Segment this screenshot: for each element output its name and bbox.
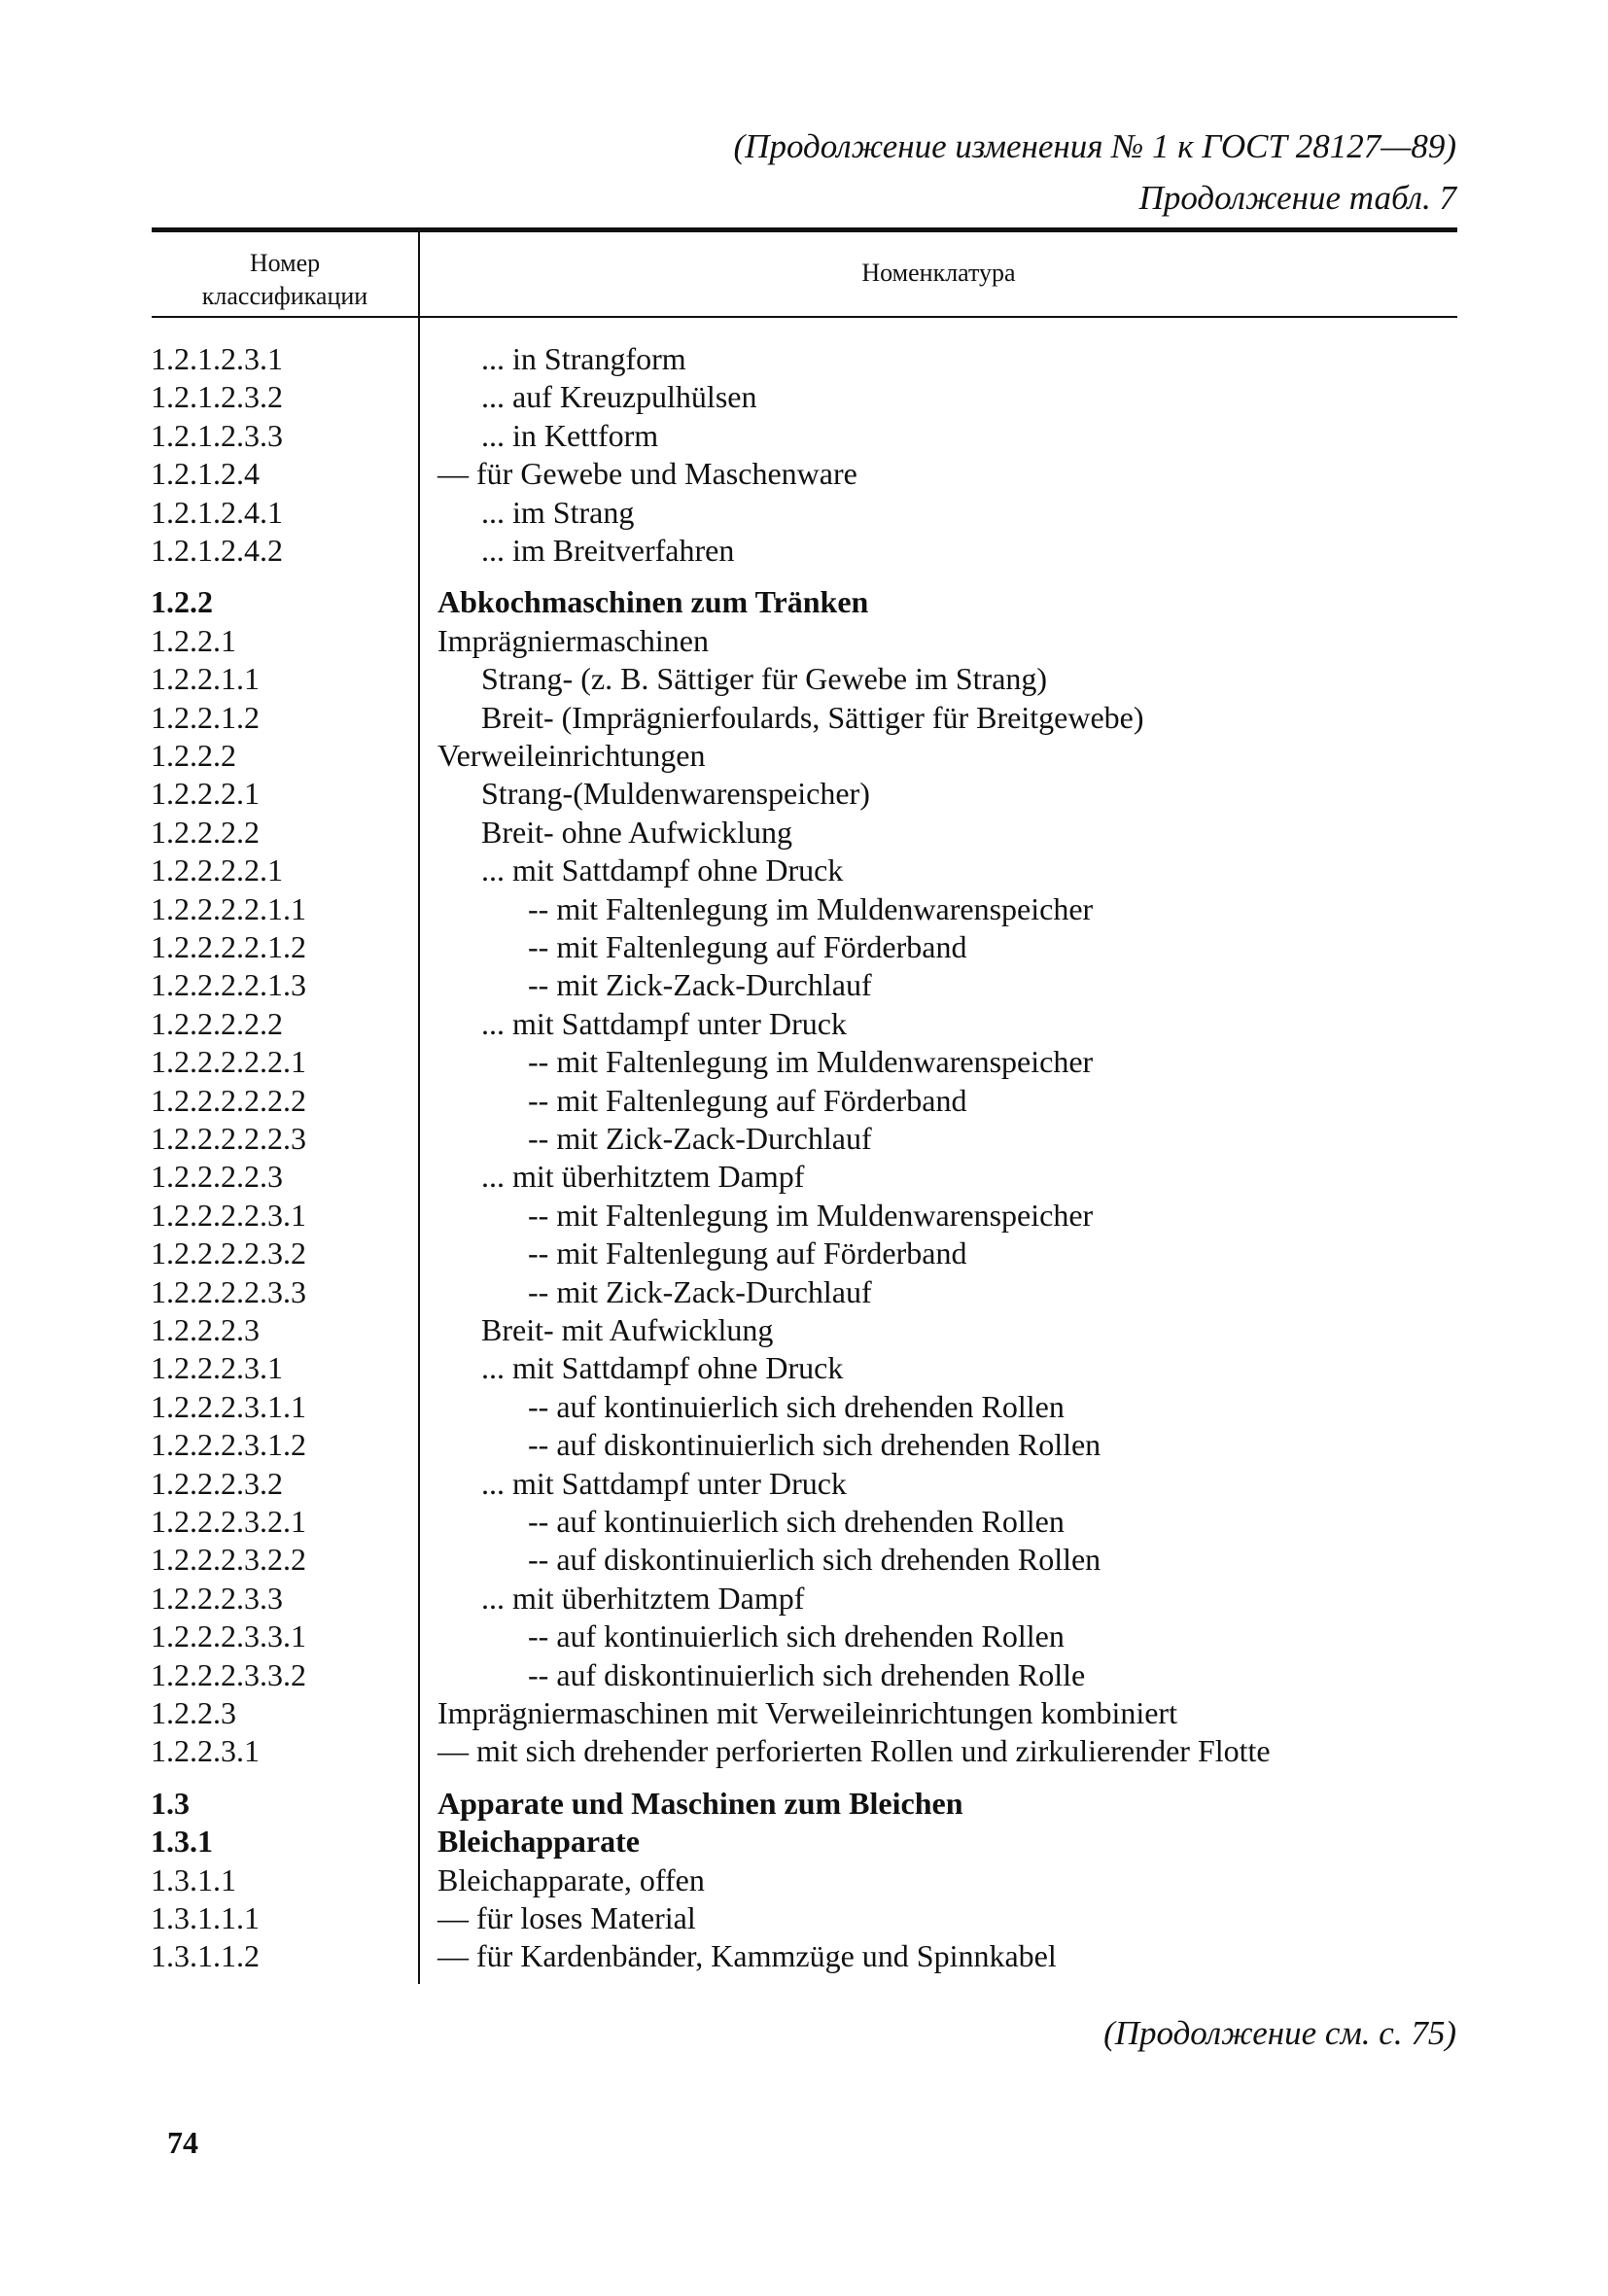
classification-number: 1.2.2.2.3.3.2 (151, 1657, 306, 1692)
table-row (0, 1311, 1608, 1349)
nomenclature-text: Verweileinrichtungen (437, 738, 706, 773)
classification-number: 1.2.2.2.2.2.1 (151, 1044, 306, 1079)
classification-number: 1.2.2.2.3.2 (151, 1466, 283, 1501)
nomenclature-text: -- mit Zick-Zack-Durchlauf (528, 1121, 872, 1156)
table-row (0, 1541, 1608, 1579)
table-top-rule (152, 227, 1457, 232)
table-row (0, 1899, 1608, 1937)
nomenclature-text: ... in Strangform (481, 341, 686, 376)
nomenclature-text: — für loses Material (437, 1900, 696, 1935)
nomenclature-text: — für Kardenbänder, Kammzüge und Spinnkabel (437, 1938, 1057, 1973)
classification-number: 1.2.2.2.2.3.2 (151, 1235, 306, 1270)
classification-number: 1.2.2.2.3.2.1 (151, 1504, 306, 1539)
classification-number: 1.2.1.2.3.1 (151, 341, 283, 376)
table-row (0, 1349, 1608, 1387)
table-row (0, 455, 1608, 493)
classification-number: 1.2.2.2.2.3.1 (151, 1198, 306, 1233)
classification-number: 1.2.1.2.4.1 (151, 495, 283, 530)
nomenclature-text: ... mit Sattdampf ohne Druck (481, 852, 844, 887)
table-row (0, 378, 1608, 416)
nomenclature-text: -- auf kontinuierlich sich drehenden Rollen (528, 1389, 1065, 1424)
nomenclature-text: Imprägniermaschinen (437, 623, 709, 658)
classification-number: 1.2.2.2.3.3.1 (151, 1618, 306, 1653)
table-row (0, 1503, 1608, 1541)
nomenclature-text: ... auf Kreuzpulhülsen (481, 379, 757, 414)
nomenclature-text: Breit- (Imprägnierfoulards, Sättiger für Breitgewebe) (481, 700, 1144, 735)
classification-number: 1.2.2.2.3.1.1 (151, 1389, 306, 1424)
nomenclature-text: -- mit Faltenlegung im Muldenwarenspeicher (528, 1044, 1094, 1079)
continuation-footer: (Продолжение см. с. 75) (1103, 2014, 1456, 2052)
classification-number: 1.2.2.2.2.1.1 (151, 891, 306, 926)
nomenclature-text: -- mit Faltenlegung auf Förderband (528, 929, 967, 964)
nomenclature-text: -- auf diskontinuierlich sich drehenden Rolle (528, 1657, 1086, 1692)
classification-number: 1.2.2.1 (151, 623, 236, 658)
table-row (0, 1120, 1608, 1158)
nomenclature-text: ... mit Sattdampf unter Druck (481, 1006, 847, 1041)
nomenclature-text: — mit sich drehender perforierten Rollen und zirkulierender Flotte (437, 1733, 1271, 1768)
table-row (0, 1656, 1608, 1694)
classification-number: 1.3.1.1.1 (151, 1900, 260, 1935)
table-row (0, 1785, 1608, 1823)
continuation-header: (Продолжение изменения № 1 к ГОСТ 28127—89) (733, 127, 1456, 165)
header-bottom-rule (152, 316, 1457, 318)
table-row (0, 699, 1608, 737)
nomenclature-text: ... mit überhitztem Dampf (481, 1159, 805, 1194)
classification-number: 1.2.2.2.2.2 (151, 1006, 283, 1041)
table-continuation-label: Продолжение табл. 7 (1138, 179, 1456, 217)
classification-number: 1.2.1.2.3.3 (151, 418, 283, 453)
nomenclature-text: -- auf kontinuierlich sich drehenden Rollen (528, 1618, 1065, 1653)
classification-number: 1.2.2.2.2.3.3 (151, 1274, 306, 1309)
table-row (0, 660, 1608, 698)
nomenclature-text: Bleichapparate (437, 1824, 640, 1859)
classification-number: 1.3 (151, 1786, 190, 1821)
classification-number: 1.2.2.2.3 (151, 1312, 260, 1347)
table-row (0, 1197, 1608, 1235)
classification-number: 1.2.2.1.2 (151, 700, 260, 735)
table-row (0, 1005, 1608, 1043)
classification-number: 1.2.2.2.2.2.3 (151, 1121, 306, 1156)
table-row (0, 1937, 1608, 1975)
nomenclature-text: Imprägniermaschinen mit Verweileinrichtungen kombiniert (437, 1695, 1177, 1730)
table-row (0, 1043, 1608, 1081)
table-row (0, 1388, 1608, 1426)
column-header-nomenclature: Номенклатура (861, 259, 1016, 287)
nomenclature-text: -- mit Zick-Zack-Durchlauf (528, 1274, 872, 1309)
classification-number: 1.2.2.2.2.3 (151, 1159, 283, 1194)
column-header-number (152, 247, 418, 313)
table-row (0, 583, 1608, 621)
nomenclature-text: ... in Kettform (481, 418, 659, 453)
classification-number: 1.2.2.2.1 (151, 776, 260, 811)
classification-number: 1.2.1.2.4.2 (151, 533, 283, 568)
table-row (0, 737, 1608, 775)
table-row (0, 928, 1608, 966)
classification-number: 1.2.2.2.3.1.2 (151, 1427, 306, 1462)
page-number: 74 (167, 2125, 198, 2160)
table-row (0, 1082, 1608, 1120)
classification-number: 1.2.2.2.2.2.2 (151, 1083, 306, 1118)
table-row (0, 1618, 1608, 1655)
table-row (0, 1426, 1608, 1464)
nomenclature-text: ... mit Sattdampf unter Druck (481, 1466, 847, 1501)
nomenclature-text: Breit- mit Aufwicklung (481, 1312, 774, 1347)
nomenclature-text: ... mit überhitztem Dampf (481, 1581, 805, 1616)
classification-number: 1.2.2.2.2.1 (151, 852, 283, 887)
nomenclature-text: Strang-(Muldenwarenspeicher) (481, 776, 870, 811)
nomenclature-text: -- mit Faltenlegung im Muldenwarenspeicher (528, 891, 1094, 926)
table-row (0, 532, 1608, 570)
nomenclature-text: Strang- (z. B. Sättiger für Gewebe im Strang) (481, 661, 1048, 696)
classification-number: 1.2.1.2.4 (151, 456, 260, 491)
nomenclature-text: -- auf diskontinuierlich sich drehenden Rollen (528, 1427, 1101, 1462)
nomenclature-text: ... im Breitverfahren (481, 533, 735, 568)
table-row (0, 622, 1608, 660)
table-row (0, 1465, 1608, 1503)
classification-number: 1.3.1.1 (151, 1862, 236, 1897)
table-row (0, 340, 1608, 378)
table-row (0, 890, 1608, 928)
table-row (0, 1580, 1608, 1618)
nomenclature-text: Abkochmaschinen zum Tränken (437, 584, 869, 619)
nomenclature-text: -- mit Faltenlegung auf Förderband (528, 1235, 967, 1270)
column-header-number-text: Номер классификации (201, 249, 368, 310)
nomenclature-text: -- auf diskontinuierlich sich drehenden Rollen (528, 1542, 1101, 1577)
table-row (0, 1235, 1608, 1272)
nomenclature-text: -- mit Faltenlegung im Muldenwarenspeicher (528, 1198, 1094, 1233)
classification-number: 1.3.1 (151, 1824, 213, 1859)
classification-number: 1.3.1.1.2 (151, 1938, 260, 1973)
classification-number: 1.2.2.2.3.2.2 (151, 1542, 306, 1577)
classification-number: 1.2.2.1.1 (151, 661, 260, 696)
classification-number: 1.2.2.2.3.1 (151, 1350, 283, 1385)
table-row (0, 966, 1608, 1004)
table-row (0, 1732, 1608, 1770)
classification-number: 1.2.2.2 (151, 738, 236, 773)
classification-number: 1.2.2.3.1 (151, 1733, 260, 1768)
classification-number: 1.2.2.2.2.1.3 (151, 967, 306, 1002)
nomenclature-text: Apparate und Maschinen zum Bleichen (437, 1786, 963, 1821)
nomenclature-text: ... mit Sattdampf ohne Druck (481, 1350, 844, 1385)
table-row (0, 1273, 1608, 1311)
nomenclature-text: ... im Strang (481, 495, 635, 530)
nomenclature-text: -- mit Faltenlegung auf Förderband (528, 1083, 967, 1118)
classification-number: 1.2.2 (151, 584, 213, 619)
classification-number: 1.2.2.2.2.1.2 (151, 929, 306, 964)
table-row (0, 417, 1608, 455)
nomenclature-text: Bleichapparate, offen (437, 1862, 705, 1897)
classification-number: 1.2.2.2.3.3 (151, 1581, 283, 1616)
nomenclature-text: -- mit Zick-Zack-Durchlauf (528, 967, 872, 1002)
nomenclature-text: — für Gewebe und Maschenware (437, 456, 857, 491)
table-row (0, 1823, 1608, 1861)
nomenclature-text: -- auf kontinuierlich sich drehenden Rollen (528, 1504, 1065, 1539)
classification-number: 1.2.2.3 (151, 1695, 236, 1730)
table-row (0, 494, 1608, 532)
table-row (0, 1158, 1608, 1196)
table-row (0, 1694, 1608, 1732)
nomenclature-text: Breit- ohne Aufwicklung (481, 815, 792, 850)
classification-number: 1.2.2.2.2 (151, 815, 260, 850)
table-row (0, 814, 1608, 852)
classification-number: 1.2.1.2.3.2 (151, 379, 283, 414)
table-row (0, 775, 1608, 813)
table-row (0, 1861, 1608, 1899)
table-row (0, 852, 1608, 889)
